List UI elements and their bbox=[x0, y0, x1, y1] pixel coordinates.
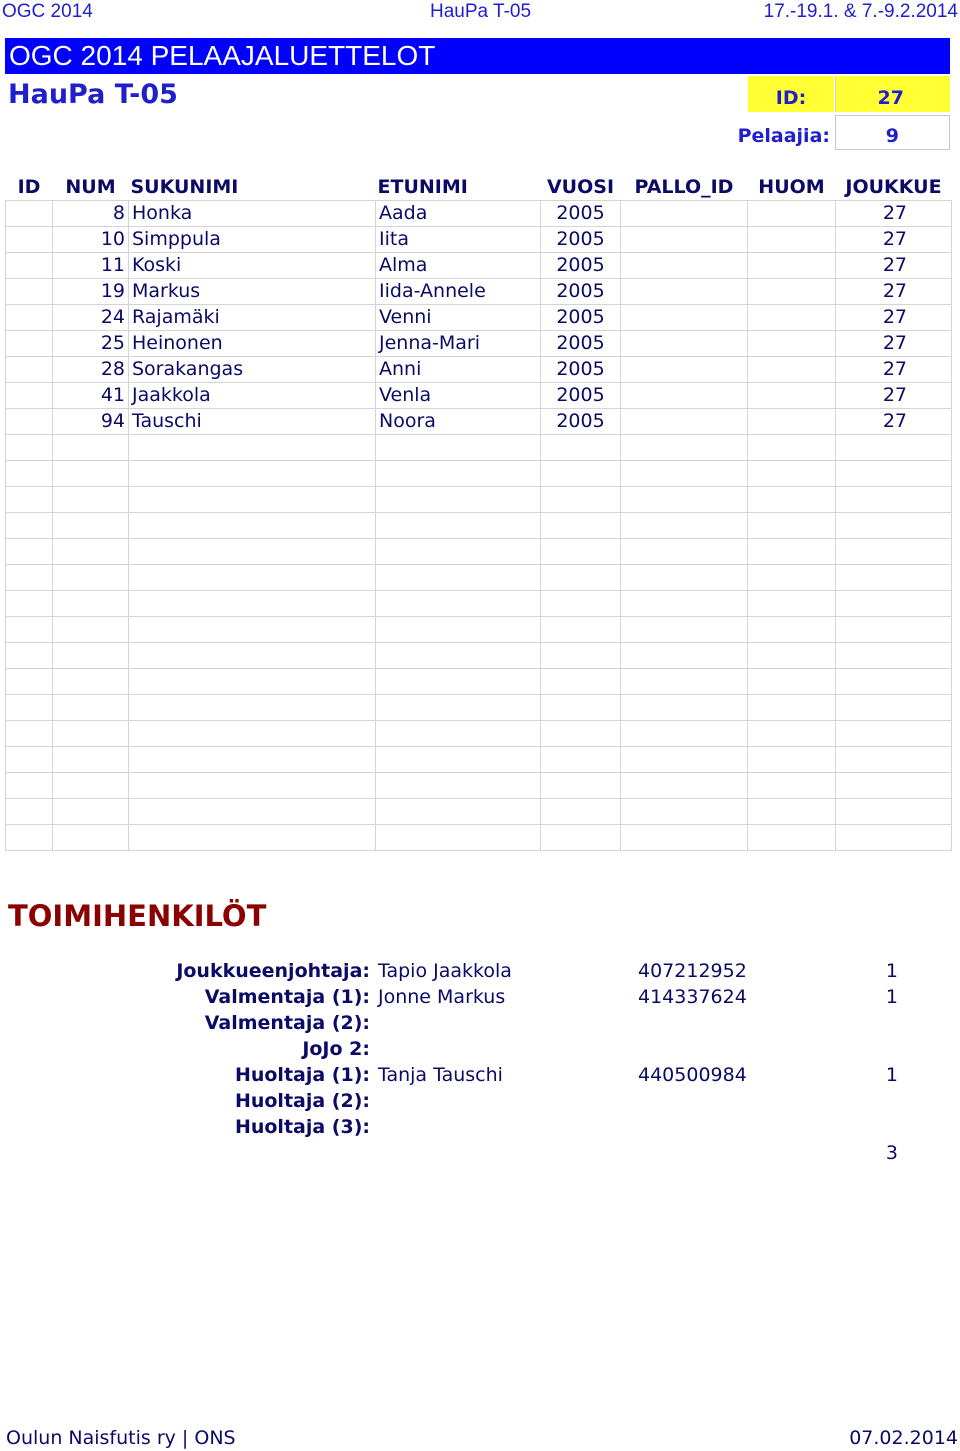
cell-id bbox=[6, 305, 53, 331]
cell-year: 2005 bbox=[541, 357, 621, 383]
empty-cell bbox=[53, 591, 129, 617]
cell-firstname: Aada bbox=[376, 201, 541, 227]
staff-row bbox=[0, 958, 960, 984]
cell-num: 24 bbox=[53, 305, 129, 331]
cell-ball-id bbox=[621, 331, 748, 357]
cell-firstname: Iita bbox=[376, 227, 541, 253]
empty-cell bbox=[748, 565, 836, 591]
empty-cell bbox=[6, 747, 53, 773]
empty-cell bbox=[376, 487, 541, 513]
staff-role: Huoltaja (3): bbox=[234, 1116, 370, 1138]
empty-cell bbox=[621, 513, 748, 539]
empty-table-row bbox=[6, 591, 952, 617]
cell-ball-id bbox=[621, 409, 748, 435]
staff-role: Valmentaja (1): bbox=[204, 986, 370, 1008]
cell-year: 2005 bbox=[541, 331, 621, 357]
empty-cell bbox=[621, 487, 748, 513]
roster-table bbox=[5, 174, 952, 851]
empty-cell bbox=[836, 565, 952, 591]
cell-lastname: Tauschi bbox=[129, 409, 376, 435]
cell-ball-id bbox=[621, 253, 748, 279]
staff-name: Tapio Jaakkola bbox=[378, 960, 512, 982]
players-value: 9 bbox=[835, 115, 950, 150]
empty-cell bbox=[53, 617, 129, 643]
col-header-team: JOUKKUE bbox=[845, 176, 942, 198]
cell-ball-id bbox=[621, 201, 748, 227]
empty-cell bbox=[6, 435, 53, 461]
cell-id bbox=[6, 409, 53, 435]
empty-cell bbox=[836, 643, 952, 669]
cell-ball-id bbox=[621, 357, 748, 383]
col-header-num: NUM bbox=[65, 176, 116, 198]
empty-cell bbox=[129, 799, 376, 825]
cell-firstname: Alma bbox=[376, 253, 541, 279]
empty-table-row bbox=[6, 461, 952, 487]
empty-cell bbox=[836, 669, 952, 695]
empty-cell bbox=[748, 721, 836, 747]
empty-cell bbox=[6, 513, 53, 539]
staff-row bbox=[0, 984, 960, 1010]
cell-id bbox=[6, 383, 53, 409]
empty-cell bbox=[6, 539, 53, 565]
empty-cell bbox=[621, 669, 748, 695]
cell-lastname: Jaakkola bbox=[129, 383, 376, 409]
cell-lastname: Heinonen bbox=[129, 331, 376, 357]
banner-title: OGC 2014 PELAAJALUETTELOT bbox=[9, 40, 436, 71]
empty-cell bbox=[129, 539, 376, 565]
empty-cell bbox=[53, 487, 129, 513]
cell-year: 2005 bbox=[541, 227, 621, 253]
empty-cell bbox=[53, 747, 129, 773]
empty-cell bbox=[376, 799, 541, 825]
empty-cell bbox=[836, 721, 952, 747]
cell-note bbox=[748, 383, 836, 409]
empty-cell bbox=[621, 825, 748, 851]
staff-row bbox=[0, 1114, 960, 1140]
empty-cell bbox=[541, 435, 621, 461]
empty-cell bbox=[53, 461, 129, 487]
empty-cell bbox=[6, 643, 53, 669]
empty-table-row bbox=[6, 487, 952, 513]
col-header-year: VUOSI bbox=[546, 176, 615, 198]
empty-cell bbox=[6, 617, 53, 643]
empty-cell bbox=[748, 669, 836, 695]
empty-cell bbox=[541, 721, 621, 747]
empty-cell bbox=[541, 513, 621, 539]
empty-cell bbox=[541, 643, 621, 669]
cell-year: 2005 bbox=[541, 279, 621, 305]
empty-cell bbox=[541, 825, 621, 851]
empty-cell bbox=[6, 565, 53, 591]
id-label: ID: bbox=[748, 76, 834, 112]
table-row bbox=[6, 279, 952, 305]
staff-count: 1 bbox=[885, 960, 898, 982]
empty-cell bbox=[748, 461, 836, 487]
cell-year: 2005 bbox=[541, 201, 621, 227]
staff-role: JoJo 2: bbox=[302, 1038, 370, 1060]
cell-note bbox=[748, 305, 836, 331]
empty-cell bbox=[6, 825, 53, 851]
col-header-note: HUOM bbox=[758, 176, 825, 198]
header-team: HauPa T-05 bbox=[430, 1, 532, 22]
empty-cell bbox=[748, 487, 836, 513]
staff-phone: 440500984 bbox=[638, 1064, 747, 1086]
empty-table-row bbox=[6, 539, 952, 565]
empty-cell bbox=[53, 695, 129, 721]
empty-cell bbox=[541, 747, 621, 773]
empty-cell bbox=[836, 539, 952, 565]
empty-cell bbox=[621, 695, 748, 721]
empty-cell bbox=[53, 825, 129, 851]
cell-team: 27 bbox=[836, 227, 952, 253]
cell-id bbox=[6, 253, 53, 279]
cell-num: 8 bbox=[53, 201, 129, 227]
empty-cell bbox=[53, 565, 129, 591]
cell-team: 27 bbox=[836, 253, 952, 279]
cell-id bbox=[6, 227, 53, 253]
empty-cell bbox=[621, 799, 748, 825]
cell-firstname: Noora bbox=[376, 409, 541, 435]
empty-cell bbox=[748, 825, 836, 851]
empty-cell bbox=[621, 565, 748, 591]
cell-note bbox=[748, 279, 836, 305]
empty-cell bbox=[376, 617, 541, 643]
empty-cell bbox=[376, 669, 541, 695]
empty-cell bbox=[621, 435, 748, 461]
cell-num: 11 bbox=[53, 253, 129, 279]
empty-cell bbox=[541, 773, 621, 799]
cell-ball-id bbox=[621, 305, 748, 331]
cell-team: 27 bbox=[836, 201, 952, 227]
cell-firstname: Iida-Annele bbox=[376, 279, 541, 305]
cell-team: 27 bbox=[836, 279, 952, 305]
empty-cell bbox=[129, 747, 376, 773]
empty-table-row bbox=[6, 799, 952, 825]
staff-row bbox=[0, 1088, 960, 1114]
table-row bbox=[6, 409, 952, 435]
empty-cell bbox=[53, 435, 129, 461]
empty-cell bbox=[53, 539, 129, 565]
empty-cell bbox=[836, 487, 952, 513]
empty-cell bbox=[836, 591, 952, 617]
cell-num: 19 bbox=[53, 279, 129, 305]
empty-cell bbox=[621, 539, 748, 565]
empty-cell bbox=[541, 539, 621, 565]
empty-cell bbox=[541, 591, 621, 617]
empty-cell bbox=[748, 773, 836, 799]
footer-organization: Oulun Naisfutis ry | ONS bbox=[6, 1427, 236, 1449]
empty-cell bbox=[376, 773, 541, 799]
staff-count: 1 bbox=[885, 986, 898, 1008]
empty-cell bbox=[53, 643, 129, 669]
cell-num: 10 bbox=[53, 227, 129, 253]
empty-cell bbox=[376, 539, 541, 565]
empty-cell bbox=[376, 721, 541, 747]
empty-cell bbox=[836, 825, 952, 851]
empty-cell bbox=[376, 435, 541, 461]
empty-cell bbox=[6, 773, 53, 799]
cell-num: 41 bbox=[53, 383, 129, 409]
empty-table-row bbox=[6, 695, 952, 721]
col-header-firstname: ETUNIMI bbox=[377, 176, 468, 198]
empty-cell bbox=[748, 435, 836, 461]
empty-cell bbox=[748, 539, 836, 565]
cell-lastname: Koski bbox=[129, 253, 376, 279]
empty-cell bbox=[129, 721, 376, 747]
empty-cell bbox=[621, 721, 748, 747]
empty-cell bbox=[621, 747, 748, 773]
empty-cell bbox=[129, 773, 376, 799]
empty-cell bbox=[376, 513, 541, 539]
empty-cell bbox=[129, 695, 376, 721]
empty-cell bbox=[836, 799, 952, 825]
staff-role: Valmentaja (2): bbox=[204, 1012, 370, 1034]
empty-table-row bbox=[6, 825, 952, 851]
empty-cell bbox=[129, 461, 376, 487]
staff-role: Joukkueenjohtaja: bbox=[176, 960, 370, 982]
table-row bbox=[6, 201, 952, 227]
empty-cell bbox=[748, 747, 836, 773]
staff-count: 1 bbox=[885, 1064, 898, 1086]
cell-note bbox=[748, 331, 836, 357]
cell-note bbox=[748, 409, 836, 435]
empty-cell bbox=[129, 513, 376, 539]
empty-cell bbox=[748, 643, 836, 669]
empty-cell bbox=[541, 617, 621, 643]
empty-cell bbox=[748, 617, 836, 643]
empty-cell bbox=[53, 721, 129, 747]
cell-team: 27 bbox=[836, 331, 952, 357]
empty-cell bbox=[836, 747, 952, 773]
col-header-lastname: SUKUNIMI bbox=[130, 176, 239, 198]
empty-cell bbox=[376, 461, 541, 487]
empty-cell bbox=[748, 799, 836, 825]
cell-id bbox=[6, 201, 53, 227]
table-row bbox=[6, 357, 952, 383]
empty-cell bbox=[129, 643, 376, 669]
empty-cell bbox=[541, 565, 621, 591]
empty-cell bbox=[836, 461, 952, 487]
empty-cell bbox=[748, 513, 836, 539]
cell-note bbox=[748, 201, 836, 227]
staff-row bbox=[0, 1010, 960, 1036]
empty-cell bbox=[53, 773, 129, 799]
empty-cell bbox=[376, 825, 541, 851]
staff-role: Huoltaja (1): bbox=[234, 1064, 370, 1086]
empty-cell bbox=[6, 461, 53, 487]
cell-year: 2005 bbox=[541, 383, 621, 409]
empty-cell bbox=[6, 487, 53, 513]
cell-firstname: Venni bbox=[376, 305, 541, 331]
empty-cell bbox=[53, 669, 129, 695]
cell-team: 27 bbox=[836, 357, 952, 383]
staff-total: 3 bbox=[885, 1142, 898, 1164]
empty-cell bbox=[129, 565, 376, 591]
empty-table-row bbox=[6, 435, 952, 461]
empty-cell bbox=[836, 617, 952, 643]
table-row bbox=[6, 227, 952, 253]
team-name: HauPa T-05 bbox=[8, 79, 178, 110]
header-dates: 17.-19.1. & 7.-9.2.2014 bbox=[763, 1, 958, 22]
empty-cell bbox=[541, 487, 621, 513]
empty-cell bbox=[6, 669, 53, 695]
empty-cell bbox=[6, 799, 53, 825]
table-row bbox=[6, 253, 952, 279]
cell-firstname: Anni bbox=[376, 357, 541, 383]
staff-row bbox=[0, 1036, 960, 1062]
empty-table-row bbox=[6, 617, 952, 643]
cell-ball-id bbox=[621, 279, 748, 305]
roster-body bbox=[6, 201, 952, 851]
roster-header-row bbox=[6, 174, 952, 201]
cell-year: 2005 bbox=[541, 305, 621, 331]
empty-cell bbox=[541, 695, 621, 721]
empty-cell bbox=[53, 513, 129, 539]
id-value: 27 bbox=[835, 76, 950, 112]
staff-title: TOIMIHENKILÖT bbox=[8, 899, 267, 933]
empty-cell bbox=[621, 617, 748, 643]
staff-role: Huoltaja (2): bbox=[234, 1090, 370, 1112]
table-row bbox=[6, 305, 952, 331]
empty-cell bbox=[376, 695, 541, 721]
empty-cell bbox=[836, 435, 952, 461]
cell-note bbox=[748, 357, 836, 383]
empty-cell bbox=[129, 487, 376, 513]
title-banner bbox=[5, 38, 950, 74]
empty-cell bbox=[53, 799, 129, 825]
col-header-ball-id: PALLO_ID bbox=[634, 176, 734, 198]
empty-table-row bbox=[6, 773, 952, 799]
staff-phone: 414337624 bbox=[638, 986, 747, 1008]
empty-cell bbox=[621, 643, 748, 669]
empty-table-row bbox=[6, 565, 952, 591]
empty-cell bbox=[6, 695, 53, 721]
empty-cell bbox=[129, 591, 376, 617]
cell-lastname: Sorakangas bbox=[129, 357, 376, 383]
cell-lastname: Markus bbox=[129, 279, 376, 305]
cell-id bbox=[6, 331, 53, 357]
empty-cell bbox=[621, 773, 748, 799]
cell-lastname: Honka bbox=[129, 201, 376, 227]
cell-ball-id bbox=[621, 227, 748, 253]
empty-cell bbox=[129, 617, 376, 643]
table-row bbox=[6, 331, 952, 357]
cell-id bbox=[6, 279, 53, 305]
cell-firstname: Jenna-Mari bbox=[376, 331, 541, 357]
empty-cell bbox=[836, 695, 952, 721]
staff-row bbox=[0, 1062, 960, 1088]
empty-cell bbox=[541, 461, 621, 487]
empty-cell bbox=[621, 461, 748, 487]
empty-table-row bbox=[6, 669, 952, 695]
cell-num: 25 bbox=[53, 331, 129, 357]
empty-cell bbox=[376, 565, 541, 591]
cell-year: 2005 bbox=[541, 253, 621, 279]
empty-cell bbox=[621, 591, 748, 617]
cell-num: 94 bbox=[53, 409, 129, 435]
empty-cell bbox=[129, 669, 376, 695]
cell-num: 28 bbox=[53, 357, 129, 383]
empty-cell bbox=[129, 825, 376, 851]
empty-cell bbox=[6, 721, 53, 747]
cell-team: 27 bbox=[836, 305, 952, 331]
empty-cell bbox=[836, 513, 952, 539]
empty-cell bbox=[541, 799, 621, 825]
cell-note bbox=[748, 253, 836, 279]
staff-name: Jonne Markus bbox=[378, 986, 506, 1008]
empty-cell bbox=[376, 591, 541, 617]
empty-table-row bbox=[6, 513, 952, 539]
cell-firstname: Venla bbox=[376, 383, 541, 409]
staff-phone: 407212952 bbox=[638, 960, 747, 982]
cell-lastname: Rajamäki bbox=[129, 305, 376, 331]
empty-cell bbox=[376, 747, 541, 773]
players-label: Pelaajia: bbox=[737, 125, 830, 147]
empty-cell bbox=[541, 669, 621, 695]
cell-year: 2005 bbox=[541, 409, 621, 435]
cell-team: 27 bbox=[836, 383, 952, 409]
cell-note bbox=[748, 227, 836, 253]
footer-date: 07.02.2014 bbox=[849, 1427, 958, 1449]
empty-table-row bbox=[6, 721, 952, 747]
table-row bbox=[6, 383, 952, 409]
cell-id bbox=[6, 357, 53, 383]
cell-ball-id bbox=[621, 383, 748, 409]
staff-name: Tanja Tauschi bbox=[378, 1064, 503, 1086]
col-header-id: ID bbox=[17, 176, 41, 198]
empty-cell bbox=[376, 643, 541, 669]
cell-team: 27 bbox=[836, 409, 952, 435]
empty-cell bbox=[748, 695, 836, 721]
header-event: OGC 2014 bbox=[2, 1, 93, 22]
empty-cell bbox=[129, 435, 376, 461]
empty-cell bbox=[6, 591, 53, 617]
empty-table-row bbox=[6, 747, 952, 773]
empty-table-row bbox=[6, 643, 952, 669]
empty-cell bbox=[748, 591, 836, 617]
empty-cell bbox=[836, 773, 952, 799]
cell-lastname: Simppula bbox=[129, 227, 376, 253]
